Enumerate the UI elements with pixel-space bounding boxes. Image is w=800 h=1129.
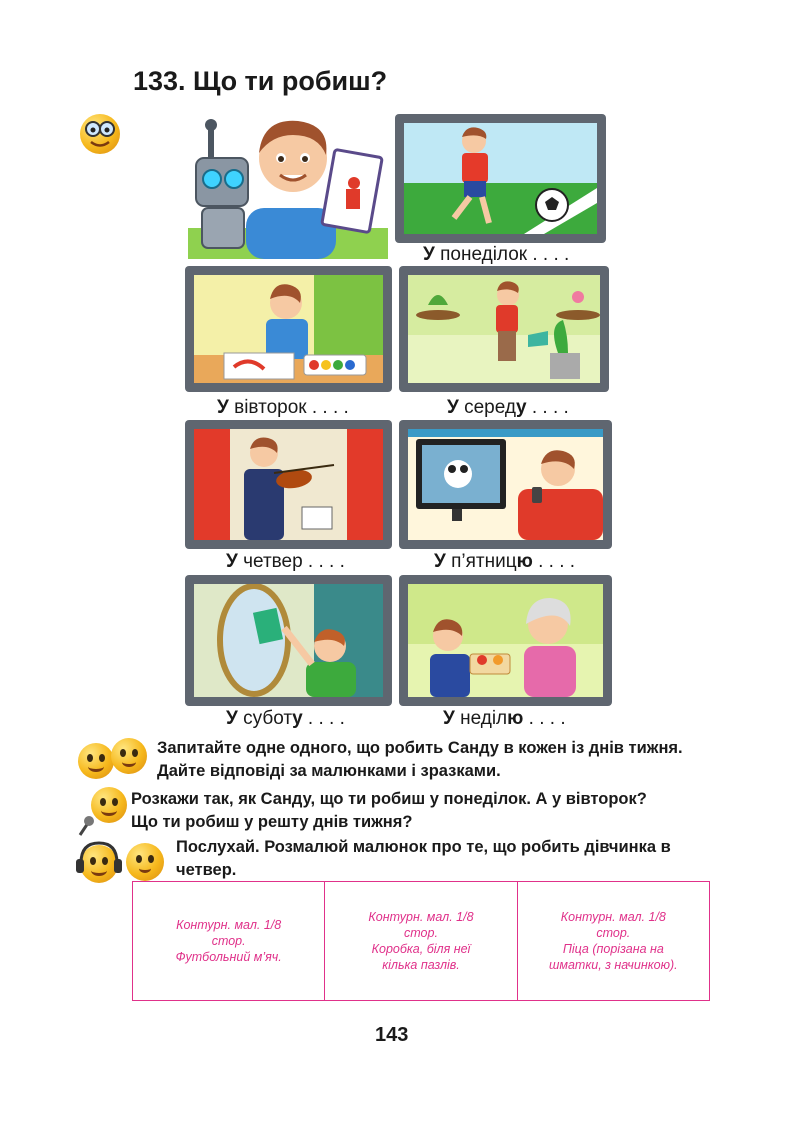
- task-tell-like-sandu-line1: Розкажи так, як Санду, що ти робиш у понеділок. А у вівторок?: [131, 790, 647, 808]
- headphones-smiley-icon: [80, 845, 118, 883]
- caption-thursday: У четвер . . . .: [226, 551, 345, 572]
- picture-cleaning-mirror: [185, 575, 392, 706]
- caption-wednesday: У середу . . . .: [447, 397, 569, 418]
- listening-smiley-icon: [111, 738, 147, 774]
- microphone-smiley-icon: [91, 787, 127, 823]
- illustration-placeholder-table: [132, 881, 710, 1001]
- picture-watching-tv: [399, 420, 612, 549]
- caption-monday: У понеділок . . . .: [423, 244, 570, 265]
- picture-football: [395, 114, 606, 243]
- caption-saturday: У суботу . . . .: [226, 708, 345, 729]
- task-listen-and-colour: Послухай. Розмалюй малюнок про те, що робить дівчинка в четвер.: [176, 838, 671, 879]
- picture-drawing: [185, 266, 392, 392]
- placeholder-box-puzzle: Контурн. мал. 1/8 стор. Коробка, біля неї кілька пазлів.: [325, 882, 517, 1001]
- placeholder-box-pizza: Контурн. мал. 1/8 стор. Піца (порізана на шматки, з начинкою).: [517, 882, 709, 1001]
- placeholder-box-football: Контурн. мал. 1/8 стор. Футбольний м’яч.: [133, 882, 325, 1001]
- thinking-smiley-icon: [126, 843, 164, 881]
- picture-violin: [185, 420, 392, 549]
- glasses-smiley-icon: [80, 114, 120, 154]
- picture-watering-plants: [399, 266, 609, 392]
- page-number: 143: [375, 1024, 409, 1046]
- picture-gift-to-grandmother: [399, 575, 612, 706]
- caption-friday: У п’ятницю . . . .: [434, 551, 576, 572]
- task-tell-like-sandu-line2: Що ти робиш у решту днів тижня?: [131, 813, 413, 831]
- microphone-icon: [76, 815, 94, 837]
- caption-tuesday: У вівторок . . . .: [217, 397, 349, 418]
- boy-with-robot-illustration: [188, 113, 388, 259]
- caption-sunday: У неділю . . . .: [443, 708, 566, 729]
- talking-smiley-icon: [78, 743, 114, 779]
- exercise-title: 133. Що ти робиш?: [133, 66, 388, 96]
- task-pair-questions: Запитайте одне одного, що робить Санду в кожен із днів тижня. Дайте відповіді за малюнками і зразками.: [157, 739, 683, 780]
